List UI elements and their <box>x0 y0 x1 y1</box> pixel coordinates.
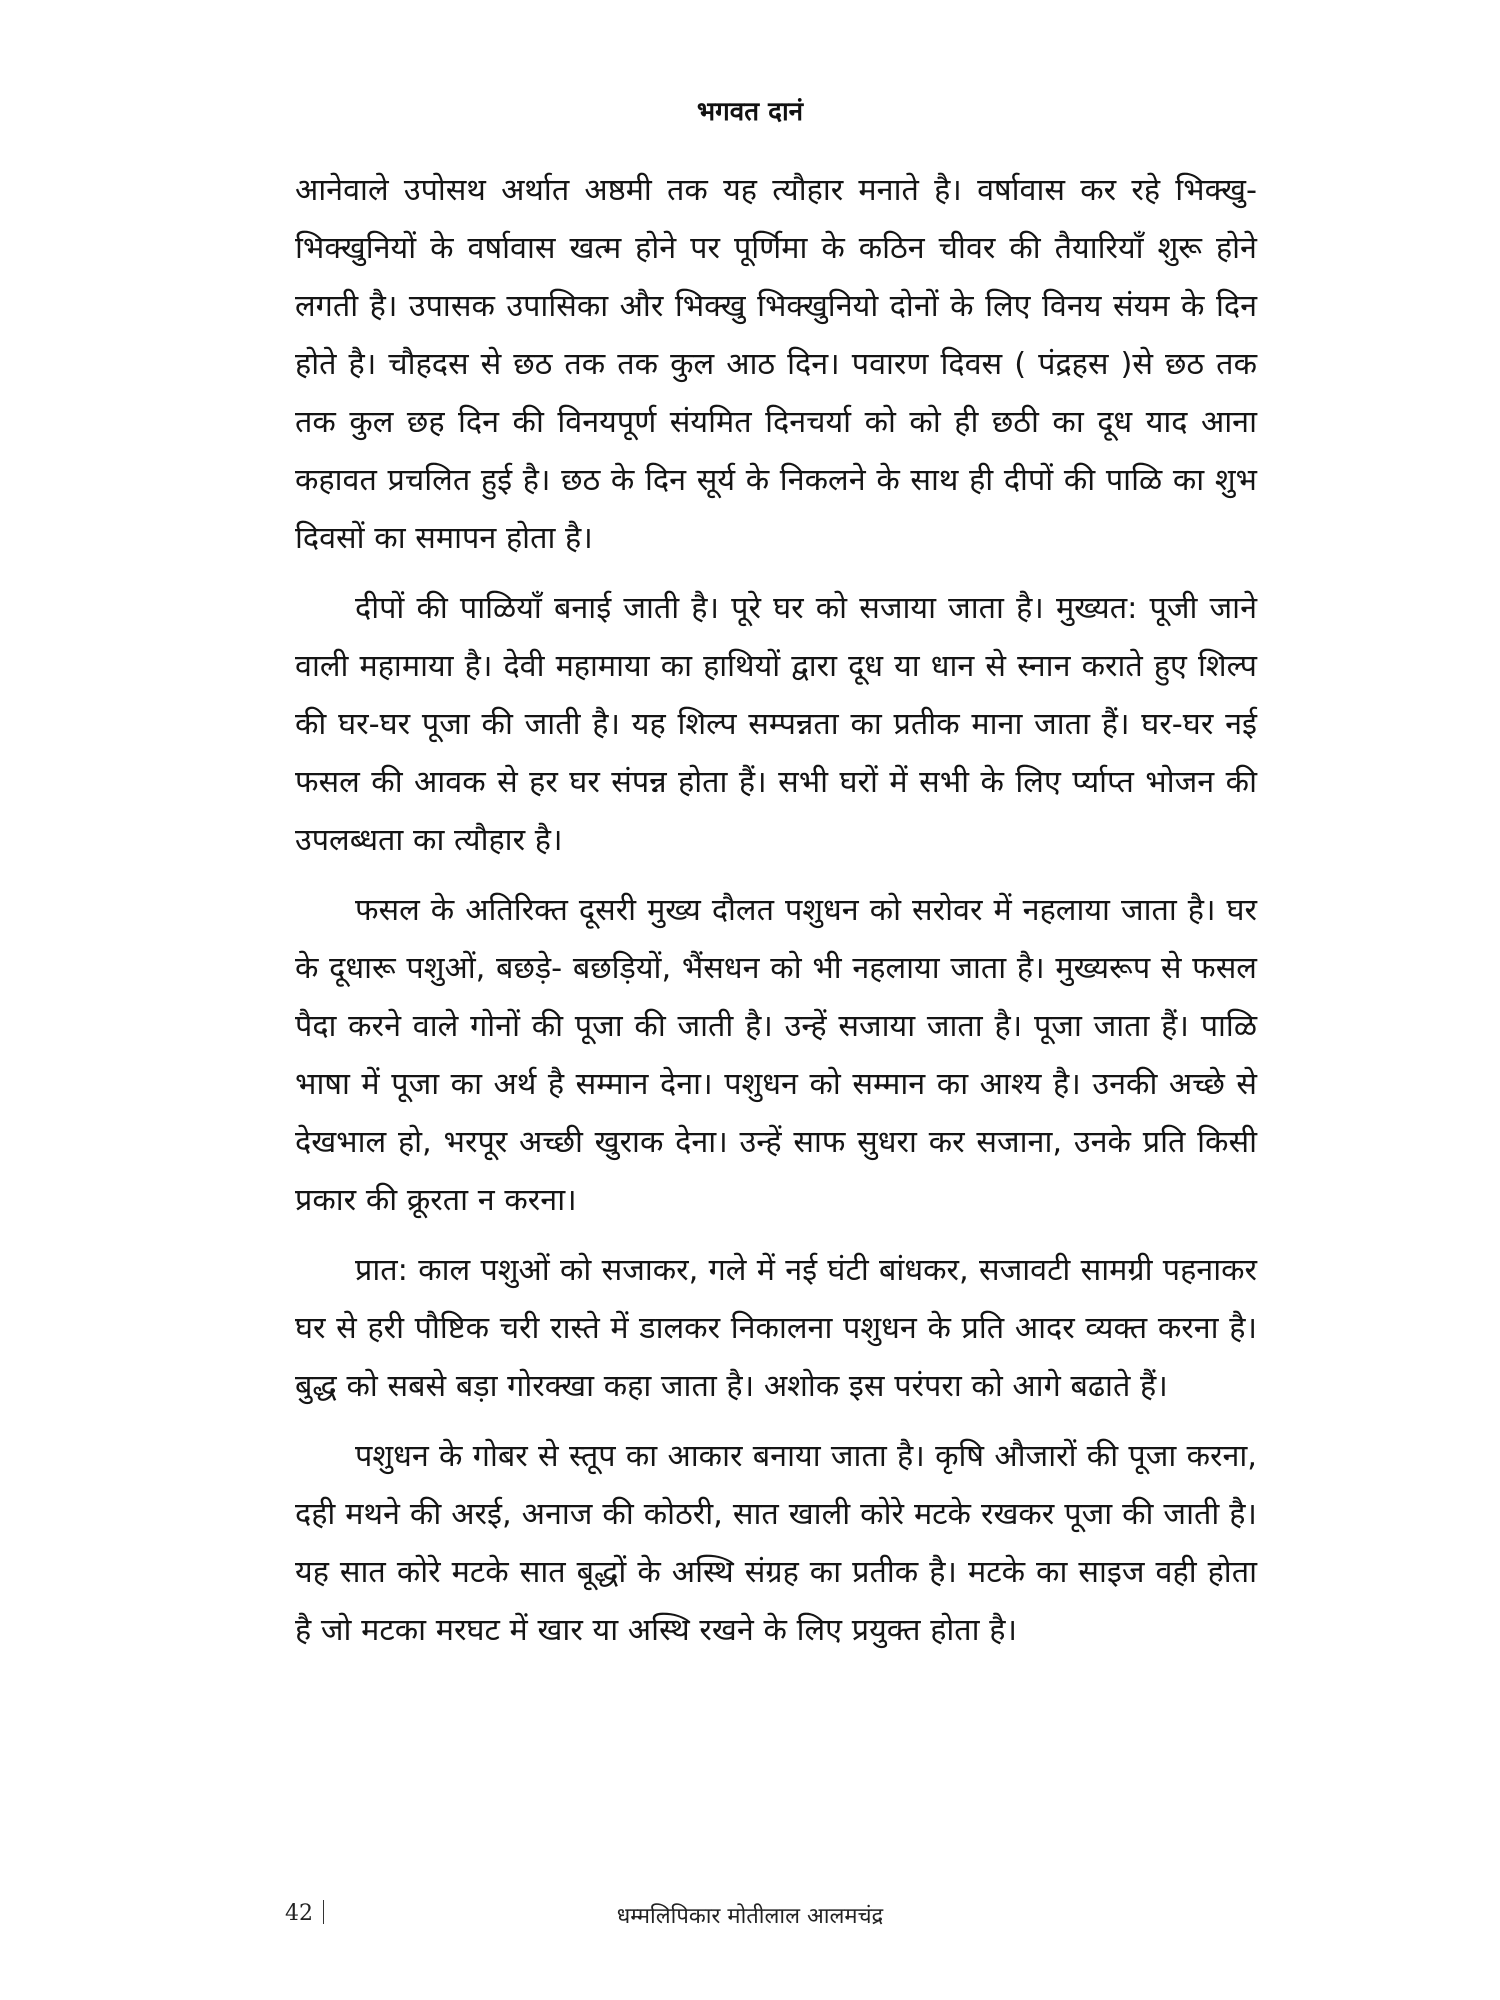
paragraph-4: प्रात: काल पशुओं को सजाकर, गले में नई घंटी बांधकर, सजावटी सामग्री पहनाकर घर से हरी पौष्टिक चरी रास्ते में डालकर निकालना पशुधन के प्रति आदर व्यक्त करना है। बुद्ध को सबसे बड़ा गोरक्खा कहा जाता है। अशोक इस परंपरा को आगे बढाते हैं। <box>295 1253 1257 1404</box>
page-footer <box>0 1900 1500 1930</box>
paragraph-5: पशुधन के गोबर से स्तूप का आकार बनाया जाता है। कृषि औजारों की पूजा करना, दही मथने की अरई, अनाज की कोठरी, सात खाली कोरे मटके रखकर पूजा की जाती है। यह सात कोरे मटके सात बूद्धों के अस्थि संग्रह का प्रतीक है। मटके का साइज वही होता है जो मटका मरघट में खार या अस्थि रखने के लिए प्रयुक्त होता है। <box>295 1439 1257 1648</box>
running-header: भगवत दानं <box>696 97 804 127</box>
running-footer: धम्मलिपिकार मोतीलाल आलमचंद्र <box>616 1904 884 1929</box>
body-text <box>295 162 1257 1672</box>
page-number: 42 <box>285 1901 313 1926</box>
paragraph-1: आनेवाले उपोसथ अर्थात अष्ठमी तक यह त्यौहार मनाते है। वर्षावास कर रहे भिक्खु-भिक्खुनियों के वर्षावास खत्म होने पर पूर्णिमा के कठिन चीवर की तैयारियाँ शुरू होने लगती है। उपासक उपासिका और भिक्खु भिक्खुनियो दोनों के लिए विनय संयम के दिन होते है। चौहदस से छठ तक तक कुल आठ दिन। पवारण दिवस ( पंद्रहस )से छठ तक तक कुल छह दिन की विनयपूर्ण संयमित दिनचर्या को को ही छठी का दूध याद आना कहावत प्रचलित हुई है। छठ के दिन सूर्य के निकलने के साथ ही दीपों की पाळि का शुभ दिवसों का समापन होता है। <box>295 173 1257 556</box>
paragraph-3: फसल के अतिरिक्त दूसरी मुख्य दौलत पशुधन को सरोवर में नहलाया जाता है। घर के दूधारू पशुओं, बछड़े- बछड़ियों, भैंसधन को भी नहलाया जाता है। मुख्यरूप से फसल पैदा करने वाले गोनों की पूजा की जाती है। उन्हें सजाया जाता है। पूजा जाता हैं। पाळि भाषा में पूजा का अर्थ है सम्मान देना। पशुधन को सम्मान का आश्य है। उनकी अच्छे से देखभाल हो, भरपूर अच्छी खुराक देना। उन्हें साफ सुधरा कर सजाना, उनके प्रति किसी प्रकार की क्रूरता न करना। <box>295 893 1257 1218</box>
page-number-divider <box>323 1900 324 1924</box>
paragraph-2: दीपों की पाळियाँ बनाई जाती है। पूरे घर को सजाया जाता है। मुख्यत: पूजी जाने वाली महामाया है। देवी महामाया का हाथियों द्वारा दूध या धान से स्नान कराते हुए शिल्प की घर-घर पूजा की जाती है। यह शिल्प सम्पन्नता का प्रतीक माना जाता हैं। घर-घर नई फसल की आवक से हर घर संपन्न होता हैं। सभी घरों में सभी के लिए र्प्याप्त भोजन की उपलब्धता का त्यौहार है। <box>295 591 1257 858</box>
page-number-group <box>285 1900 324 1926</box>
